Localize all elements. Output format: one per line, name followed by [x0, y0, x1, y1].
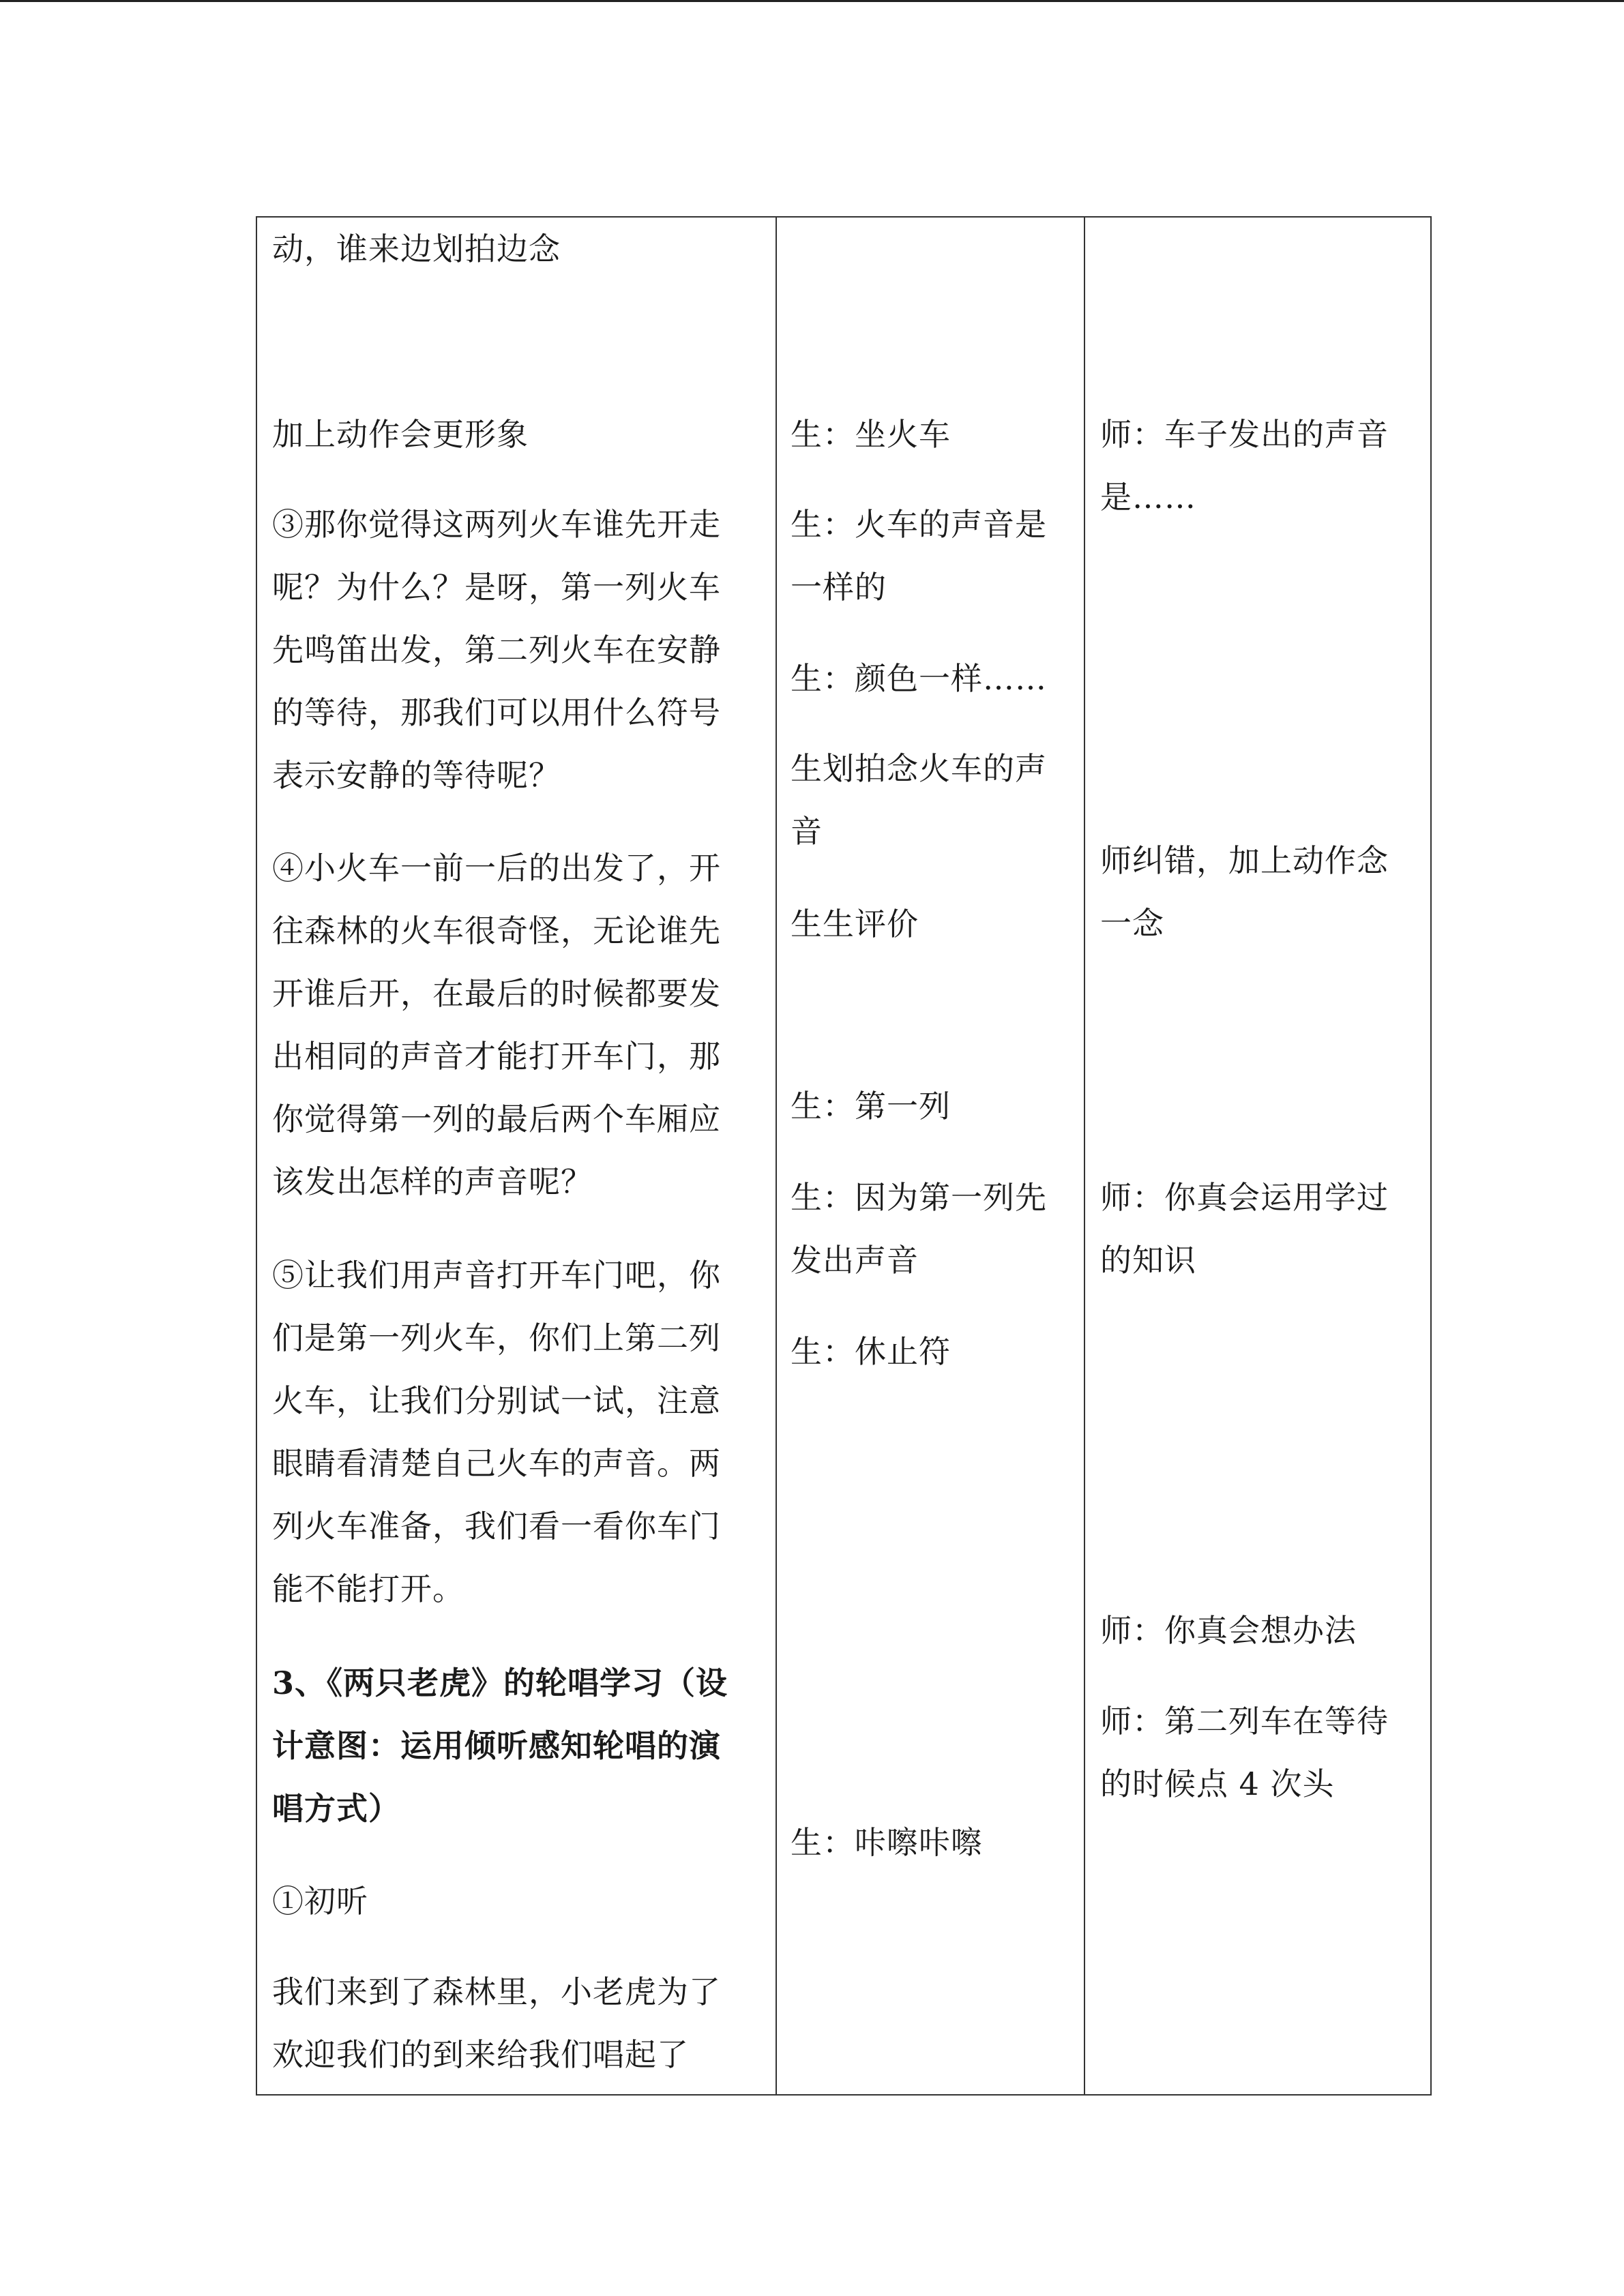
- student-response: 生：因为第一列先 发出声音: [791, 1179, 1047, 1279]
- teacher-remark: 师：你真会想办法: [1100, 1612, 1357, 1649]
- student-response: 生：休止符: [791, 1333, 951, 1370]
- teacher-remark: 师：车子发出的声音 是……: [1100, 416, 1389, 516]
- lesson-plan-table: [256, 216, 1432, 2096]
- student-response: 生：坐火车: [791, 416, 951, 453]
- student-activity-column: [776, 218, 1085, 2094]
- text-block: 加上动作会更形象: [272, 416, 529, 453]
- teacher-remark: 师：第二列车在等待 的时候点 4 次头: [1100, 1703, 1389, 1802]
- teacher-remark: 师：你真会运用学过 的知识: [1100, 1179, 1389, 1279]
- text-block: ⑤让我们用声音打开车门吧，你 们是第一列火车，你们上第二列 火车，让我们分别试一试，注意 眼睛看清楚自己火车的声音。两 列火车准备，我们看一看你车门 能不能打开。: [272, 1257, 721, 1607]
- teaching-process-column: [257, 218, 777, 2094]
- teacher-remark: 师纠错，加上动作念 一念: [1100, 842, 1389, 942]
- text-block: 动，谁来边划拍边念: [272, 230, 561, 267]
- student-response: 生划拍念火车的声 音: [791, 750, 1047, 850]
- page-top-border: [0, 0, 1624, 2]
- student-response: 生生评价: [791, 906, 919, 942]
- student-response: 生：火车的声音是 一样的: [791, 506, 1047, 606]
- teacher-guidance-column: [1084, 218, 1430, 2094]
- student-response: 生：咔嚓咔嚓: [791, 1824, 983, 1861]
- section-heading: 3、《两只老虎》的轮唱学习（设 计意图：运用倾听感知轮唱的演 唱方式）: [272, 1665, 728, 1827]
- text-block: ①初听: [272, 1883, 368, 1920]
- text-block: ③那你觉得这两列火车谁先开走 呢？为什么？是呀，第一列火车 先鸣笛出发，第二列火车在安静 的等待，那我们可以用什么符号 表示安静的等待呢？: [272, 506, 721, 794]
- text-block: ④小火车一前一后的出发了，开 往森林的火车很奇怪，无论谁先 开谁后开，在最后的时候都要发 出相同的声音才能打开车门，那 你觉得第一列的最后两个车厢应 该发出怎样的声音呢？: [272, 850, 721, 1200]
- student-response: 生：第一列: [791, 1088, 951, 1124]
- text-block: 我们来到了森林里，小老虎为了 欢迎我们的到来给我们唱起了: [272, 1973, 721, 2073]
- student-response: 生：颜色一样……: [791, 660, 1047, 697]
